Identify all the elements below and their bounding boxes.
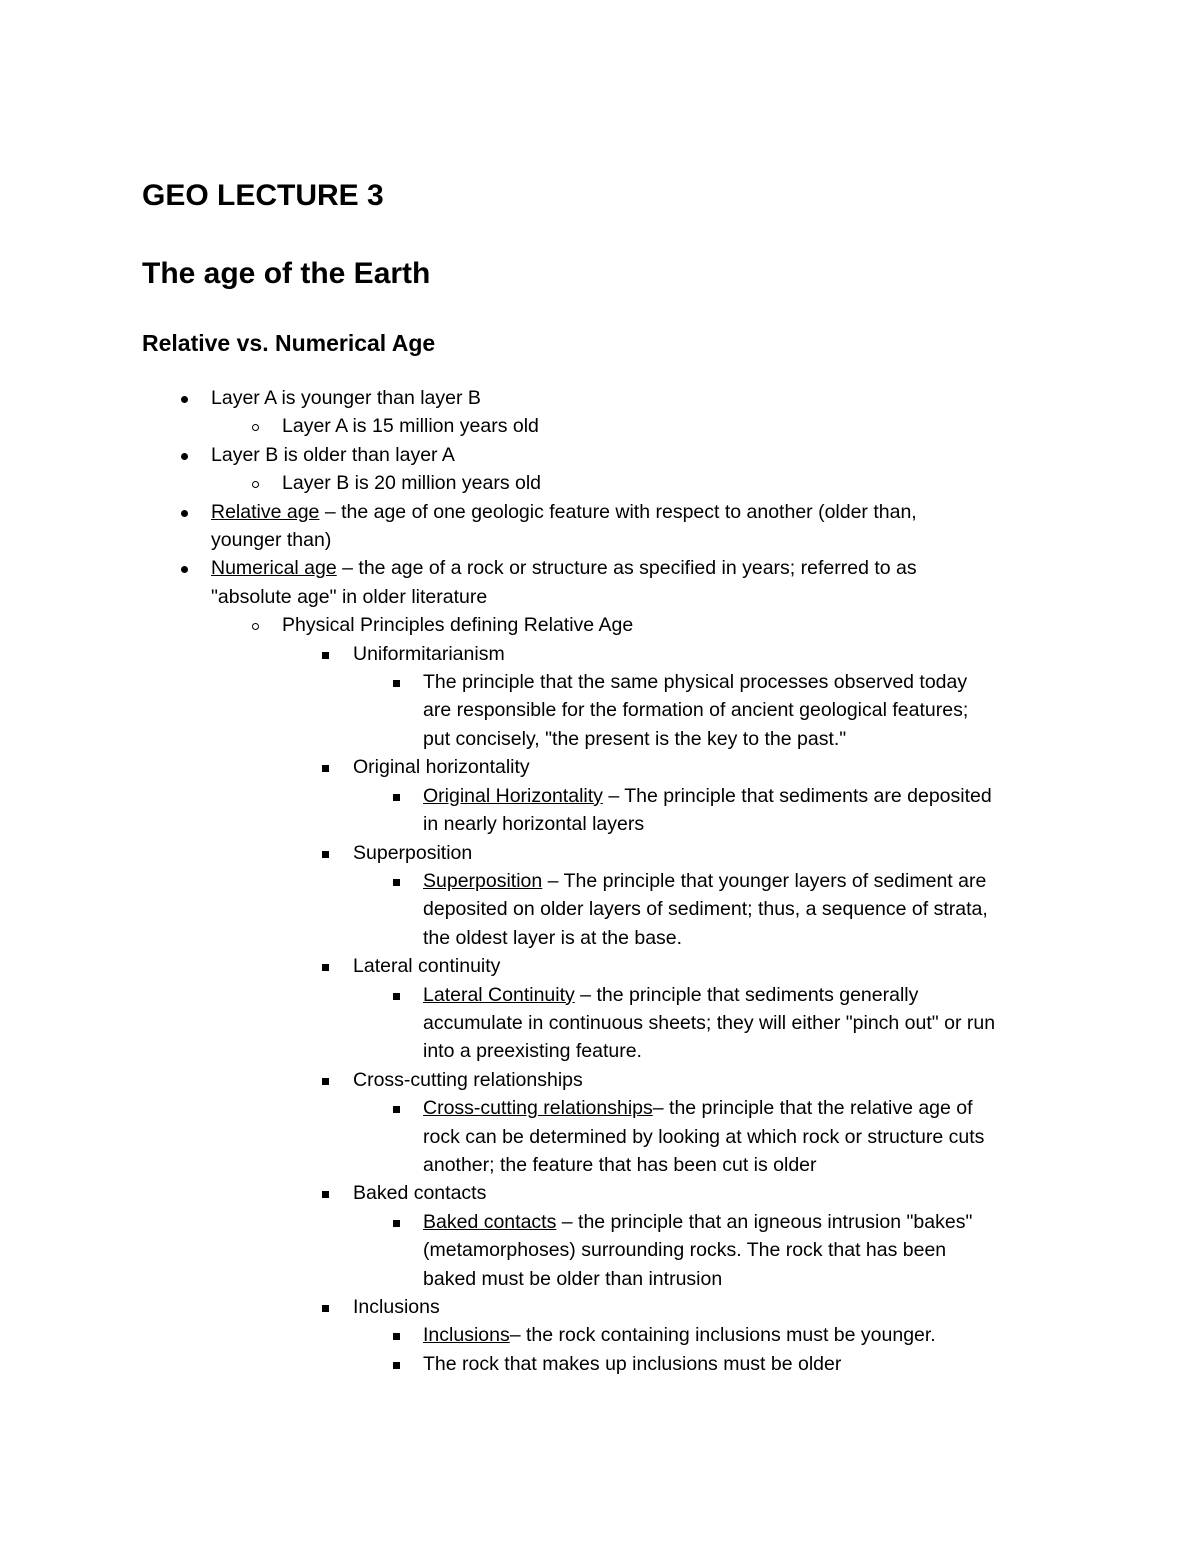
bullet-square-icon: [318, 839, 332, 867]
list-item-continuation: "absolute age" in older literature: [211, 585, 488, 608]
bullet-square-icon: [318, 640, 332, 668]
list-item: Baked contacts: [0, 1179, 1200, 1207]
list-item: Layer B is 20 million years old: [0, 469, 1200, 497]
bullet-square-icon: [389, 782, 403, 810]
bullet-square-icon: [318, 1293, 332, 1321]
list-item-continuation: accumulate in continuous sheets; they will either "pinch out" or run: [423, 1011, 996, 1034]
list-item: Inclusions– the rock containing inclusions must be younger.: [0, 1321, 1200, 1349]
list-item: The rock that makes up inclusions must be older: [0, 1350, 1200, 1378]
bullet-square-icon: [318, 1066, 332, 1094]
bullet-dot-icon: [177, 554, 191, 582]
bullet-dot-icon: [177, 498, 191, 526]
term-inclusions: Inclusions: [423, 1324, 510, 1347]
bullet-square-icon: [318, 753, 332, 781]
term-original-horizontality: Original Horizontality: [423, 784, 603, 807]
list-item: Inclusions: [0, 1293, 1200, 1321]
list-item: Layer A is younger than layer B: [0, 384, 1200, 412]
list-item: Superposition – The principle that younger layers of sediment are: [0, 867, 1200, 895]
list-item-continuation: the oldest layer is at the base.: [423, 926, 683, 949]
list-item-continuation: rock can be determined by looking at which rock or structure cuts: [423, 1125, 985, 1148]
list-item: Cross-cutting relationships: [0, 1066, 1200, 1094]
section-heading: Relative vs. Numerical Age: [142, 330, 436, 356]
list-item-continuation: into a preexisting feature.: [423, 1040, 642, 1063]
bullet-square-icon: [389, 1208, 403, 1236]
term-numerical-age: Numerical age: [211, 557, 337, 580]
list-item-continuation: are responsible for the formation of ancient geological features;: [423, 699, 969, 722]
list-item-continuation: younger than): [211, 529, 332, 552]
bullet-list: [0, 384, 1200, 1378]
document-title: GEO LECTURE 3: [142, 179, 384, 212]
bullet-square-icon: [389, 1321, 403, 1349]
list-item: Original Horizontality – The principle that sediments are deposited: [0, 782, 1200, 810]
list-item: Physical Principles defining Relative Age: [0, 611, 1200, 639]
list-item-continuation: (metamorphoses) surrounding rocks. The rock that has been: [423, 1239, 947, 1262]
list-item-continuation: put concisely, "the present is the key to the past.": [423, 727, 847, 750]
bullet-dot-icon: [177, 441, 191, 469]
document-subtitle: The age of the Earth: [142, 257, 431, 290]
term-relative-age: Relative age: [211, 500, 320, 523]
bullet-dot-icon: [177, 384, 191, 412]
list-item: Relative age – the age of one geologic feature with respect to another (older than,: [0, 498, 1200, 526]
list-item-continuation: another; the feature that has been cut is older: [423, 1153, 817, 1176]
bullet-ring-icon: [248, 412, 262, 440]
list-item: Uniformitarianism: [0, 640, 1200, 668]
list-item: Cross-cutting relationships– the principle that the relative age of: [0, 1094, 1200, 1122]
bullet-square-icon: [389, 1094, 403, 1122]
term-cross-cutting: Cross-cutting relationships: [423, 1097, 653, 1120]
list-item: Lateral Continuity – the principle that sediments generally: [0, 981, 1200, 1009]
list-item-continuation: in nearly horizontal layers: [423, 813, 645, 836]
list-item-continuation: baked must be older than intrusion: [423, 1267, 723, 1290]
bullet-square-icon: [389, 867, 403, 895]
list-item: Superposition: [0, 839, 1200, 867]
term-superposition: Superposition: [423, 869, 543, 892]
bullet-square-icon: [389, 668, 403, 696]
term-baked-contacts: Baked contacts: [423, 1210, 557, 1233]
list-item: Layer B is older than layer A: [0, 441, 1200, 469]
bullet-square-icon: [389, 1350, 403, 1378]
term-lateral-continuity: Lateral Continuity: [423, 983, 575, 1006]
bullet-ring-icon: [248, 611, 262, 639]
bullet-square-icon: [318, 952, 332, 980]
list-item: Numerical age – the age of a rock or structure as specified in years; referred to as: [0, 554, 1200, 582]
list-item: Baked contacts – the principle that an igneous intrusion "bakes": [0, 1208, 1200, 1236]
bullet-square-icon: [318, 1179, 332, 1207]
list-item: The principle that the same physical processes observed today: [0, 668, 1200, 696]
bullet-square-icon: [389, 981, 403, 1009]
list-item-continuation: deposited on older layers of sediment; thus, a sequence of strata,: [423, 898, 988, 921]
bullet-ring-icon: [248, 469, 262, 497]
list-item: Original horizontality: [0, 753, 1200, 781]
list-item: Lateral continuity: [0, 952, 1200, 980]
list-item: Layer A is 15 million years old: [0, 412, 1200, 440]
